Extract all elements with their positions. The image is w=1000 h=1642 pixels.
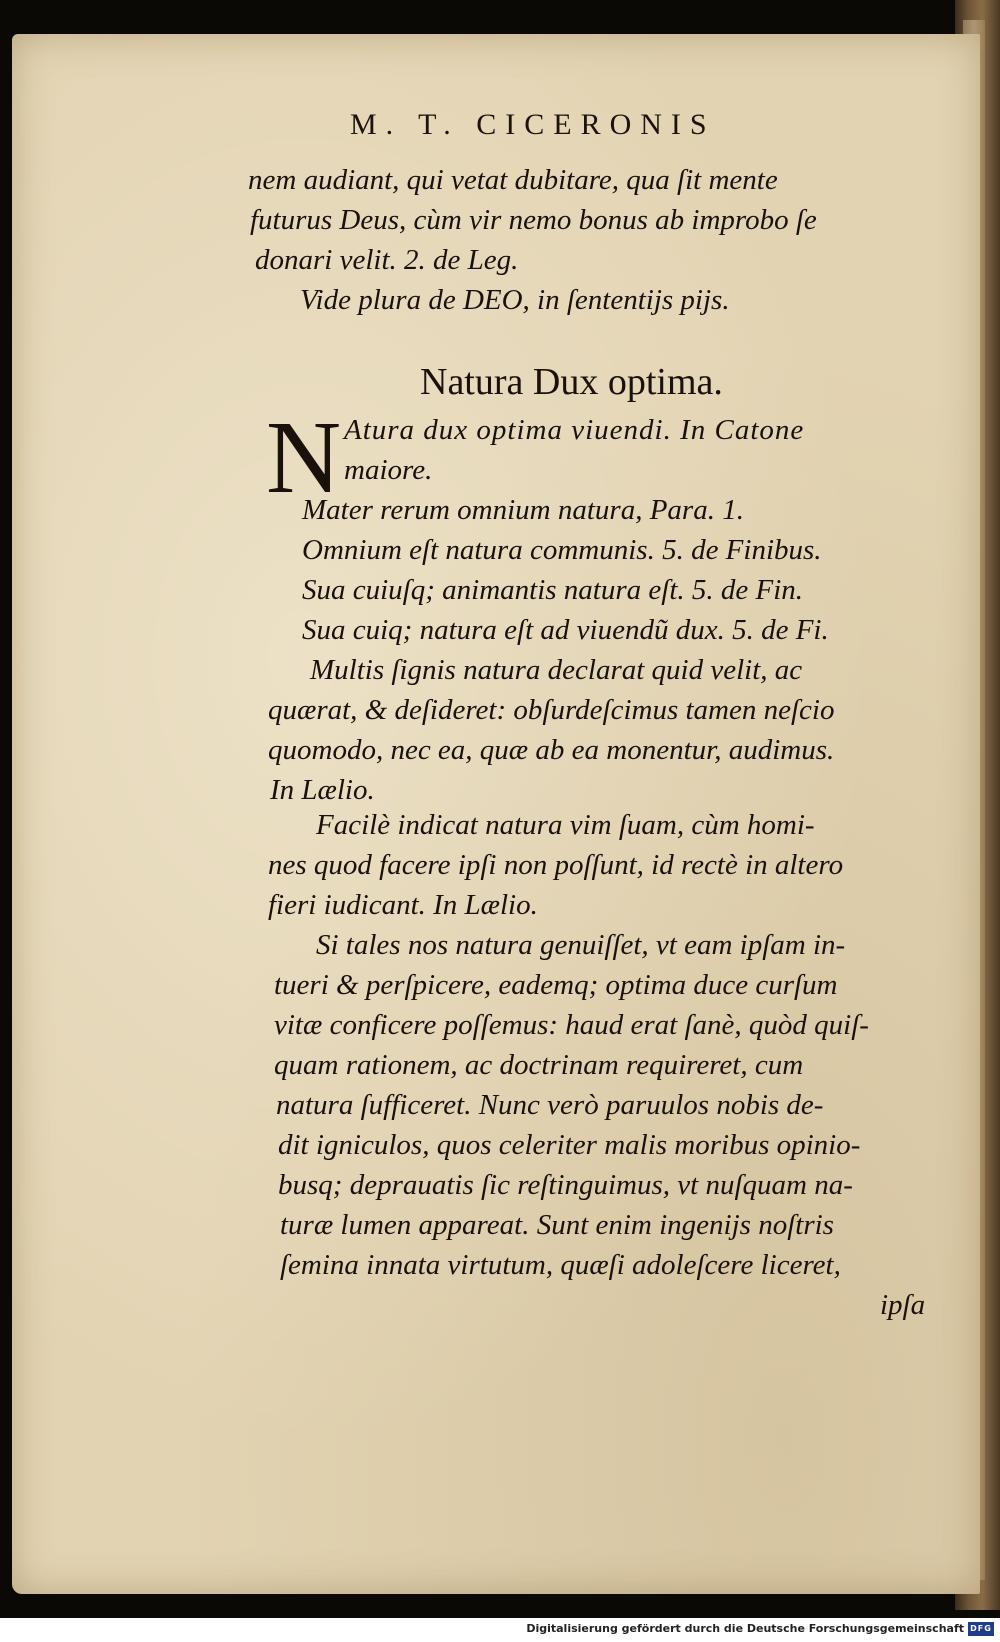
text-line: Mater rerum omnium natura, Para. 1. [302, 494, 744, 526]
text-line: nem audiant, qui vetat dubitare, qua ſit mente [248, 164, 778, 196]
text-line: quam rationem, ac doctrinam requireret, cum [274, 1049, 804, 1081]
text-line: tueri & perſpicere, eademq; optima duce curſum [274, 969, 838, 1001]
text-line: fieri iudicant. In Lælio. [268, 889, 538, 921]
running-head: M. T. CICERONIS [350, 108, 716, 141]
text-line: Si tales nos natura genuiſſet, vt eam ipſam in- [316, 929, 846, 961]
text-line: Vide plura de DEO, in ſententijs pijs. [300, 284, 730, 316]
text-line: busq; deprauatis ſic reſtinguimus, vt nuſquam na- [278, 1169, 853, 1201]
section-title: Natura Dux optima. [420, 361, 723, 403]
text-line: futurus Deus, cùm vir nemo bonus ab improbo ſe [250, 204, 817, 236]
drop-cap: N [266, 400, 342, 515]
footer-credit: Digitalisierung gefördert durch die Deutsche Forschungsgemeinschaft [526, 1622, 964, 1635]
text-line: In Lælio. [270, 774, 375, 806]
catchword: ipſa [880, 1289, 926, 1321]
text-line: Multis ſignis natura declarat quid velit, ac [310, 654, 803, 686]
text-line: vitæ conficere poſſemus: haud erat ſanè, quòd quiſ- [274, 1009, 869, 1041]
text-line: nes quod facere ipſi non poſſunt, id rectè in altero [268, 849, 844, 881]
text-line: quærat, & deſideret: obſurdeſcimus tamen neſcio [268, 694, 835, 726]
dfg-logo-icon: DFG [968, 1622, 994, 1636]
text-line: maiore. [344, 454, 433, 486]
text-line: quomodo, nec ea, quæ ab ea monentur, audimus. [268, 734, 835, 766]
text-line: ſemina innata virtutum, quæſi adoleſcere liceret, [280, 1249, 841, 1281]
text-line: dit igniculos, quos celeriter malis moribus opinio- [278, 1129, 861, 1161]
text-line: natura ſufficeret. Nunc verò paruulos nobis de- [276, 1089, 824, 1121]
text-line: Omnium eſt natura communis. 5. de Finibus. [302, 534, 822, 566]
text-line: Sua cuiq; natura eſt ad viuendũ dux. 5. de Fi. [302, 614, 829, 646]
text-line: Facilè indicat natura vim ſuam, cùm homi- [316, 809, 815, 841]
text-line: donari velit. 2. de Leg. [255, 244, 519, 276]
text-line: Atura dux optima viuendi. In Catone [344, 414, 805, 446]
text-line: turæ lumen appareat. Sunt enim ingenijs noſtris [280, 1209, 834, 1241]
digitization-footer [0, 1618, 1000, 1642]
text-line: Sua cuiuſq; animantis natura eſt. 5. de Fin. [302, 574, 804, 606]
